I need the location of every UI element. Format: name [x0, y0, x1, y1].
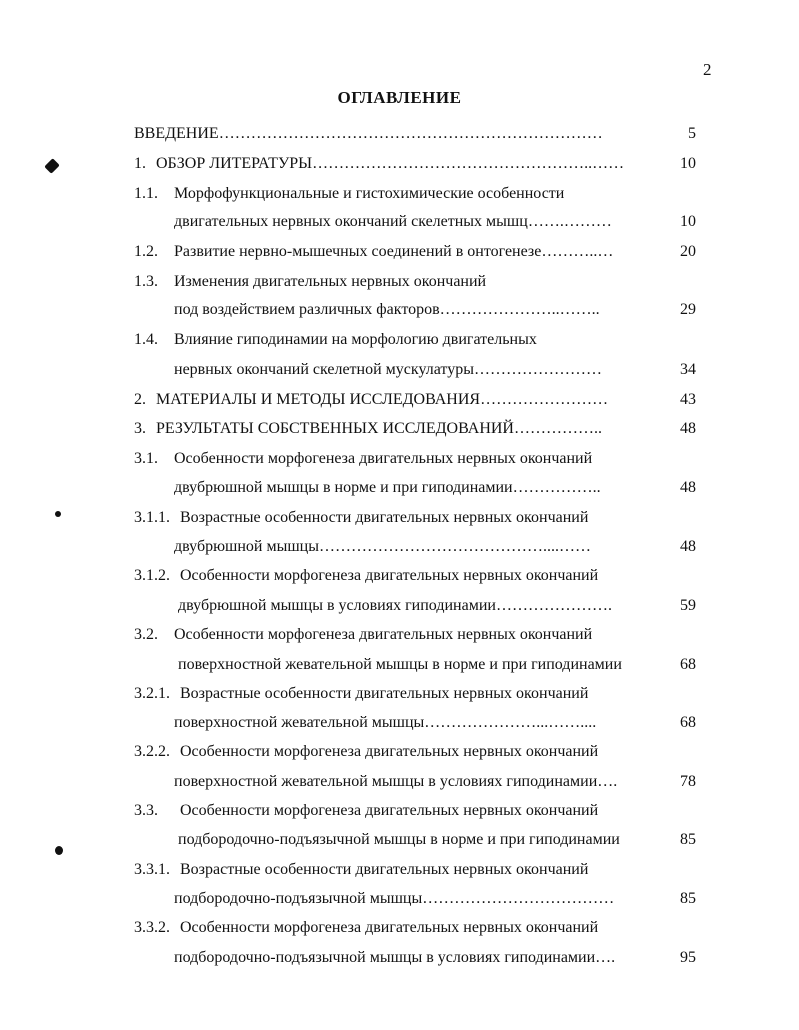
toc-text: поверхностной жевательной мышцы в норме и при гиподинамии	[178, 656, 622, 673]
toc-text: Особенности морфогенеза двигательных нервных окончаний	[180, 567, 599, 584]
toc-text: Особенности морфогенеза двигательных нервных окончаний	[180, 802, 599, 819]
toc-number: 3.1.	[134, 450, 158, 467]
toc-number: 3.3.1.	[134, 861, 170, 878]
toc-number: 3.3.2.	[134, 919, 170, 936]
toc-text: РЕЗУЛЬТАТЫ СОБСТВЕННЫХ ИССЛЕДОВАНИЙ……………..	[156, 420, 602, 437]
scan-mark	[44, 158, 60, 174]
toc-page: 85	[680, 890, 696, 907]
toc-text: подбородочно-подъязычной мышцы в норме и при гиподинамии	[178, 831, 620, 848]
toc-text: МАТЕРИАЛЫ И МЕТОДЫ ИССЛЕДОВАНИЯ……………………	[156, 391, 609, 408]
toc-page: 20	[680, 243, 696, 260]
toc-page: 48	[680, 479, 696, 496]
toc-text: под воздействием различных факторов…………………..……..	[174, 301, 600, 318]
toc-page: 48	[680, 538, 696, 555]
toc-text: двубрюшной мышцы в норме и при гиподинамии……………..	[174, 479, 601, 496]
toc-number: 3.2.	[134, 626, 158, 643]
toc-text: ВВЕДЕНИЕ………………………………………………………………	[134, 125, 603, 142]
toc-text: Особенности морфогенеза двигательных нервных окончаний	[174, 450, 593, 467]
toc-text: Возрастные особенности двигательных нервных окончаний	[180, 509, 589, 526]
toc-number: 1.3.	[134, 273, 158, 290]
toc-page: 78	[680, 773, 696, 790]
toc-text: Морфофункциональные и гистохимические особенности	[174, 185, 565, 202]
scan-mark	[55, 846, 63, 855]
toc-text: Возрастные особенности двигательных нервных окончаний	[180, 685, 589, 702]
toc-text: Особенности морфогенеза двигательных нервных окончаний	[174, 626, 593, 643]
toc-text: двубрюшной мышцы……………………………………....……	[174, 538, 591, 555]
page-number: 2	[703, 60, 712, 79]
toc-page: 29	[680, 301, 696, 318]
toc-number: 1.	[134, 155, 146, 172]
toc-text: Развитие нервно-мышечных соединений в онтогенезе………..…	[174, 243, 614, 260]
toc-text: подбородочно-подъязычной мышцы………………………………	[174, 890, 615, 907]
toc-text: Особенности морфогенеза двигательных нервных окончаний	[180, 919, 599, 936]
toc-number: 3.1.2.	[134, 567, 170, 584]
page-title: ОГЛАВЛЕНИЕ	[337, 88, 462, 107]
toc-page: 5	[688, 125, 696, 142]
toc-number: 3.	[134, 420, 146, 437]
toc-number: 1.4.	[134, 331, 158, 348]
toc-page: 10	[680, 213, 696, 230]
scan-mark	[55, 511, 61, 517]
toc-page: 43	[680, 391, 696, 408]
toc-page: 48	[680, 420, 696, 437]
toc-page: 95	[680, 949, 696, 966]
toc-number: 2.	[134, 391, 146, 408]
toc-page: 10	[680, 155, 696, 172]
toc-page: 59	[680, 597, 696, 614]
toc-text: Особенности морфогенеза двигательных нервных окончаний	[180, 743, 599, 760]
toc-text: поверхностной жевательной мышцы…………………...……....	[174, 714, 597, 731]
toc-number: 3.3.	[134, 802, 158, 819]
toc-number: 3.2.1.	[134, 685, 170, 702]
toc-text: поверхностной жевательной мышцы в условиях гиподинамии….	[174, 773, 618, 790]
toc-page: 34	[680, 361, 696, 378]
toc-page: 85	[680, 831, 696, 848]
toc-page: 68	[680, 714, 696, 731]
toc-number: 3.2.2.	[134, 743, 170, 760]
toc-text: Изменения двигательных нервных окончаний	[174, 273, 487, 290]
toc-text: подбородочно-подъязычной мышцы в условиях гиподинамии….	[174, 949, 616, 966]
toc-number: 1.2.	[134, 243, 158, 260]
toc-text: нервных окончаний скелетной мускулатуры……………………	[174, 361, 602, 378]
toc-text: Возрастные особенности двигательных нервных окончаний	[180, 861, 589, 878]
toc-text: двигательных нервных окончаний скелетных мышц…….………	[174, 213, 612, 230]
toc-text: двубрюшной мышцы в условиях гиподинамии………………….	[178, 597, 612, 614]
toc-text: ОБЗОР ЛИТЕРАТУРЫ……………………………………………..……	[156, 155, 625, 172]
toc-page: 68	[680, 656, 696, 673]
toc-number: 1.1.	[134, 185, 158, 202]
toc-number: 3.1.1.	[134, 509, 170, 526]
toc-text: Влияние гиподинамии на морфологию двигательных	[174, 331, 537, 348]
